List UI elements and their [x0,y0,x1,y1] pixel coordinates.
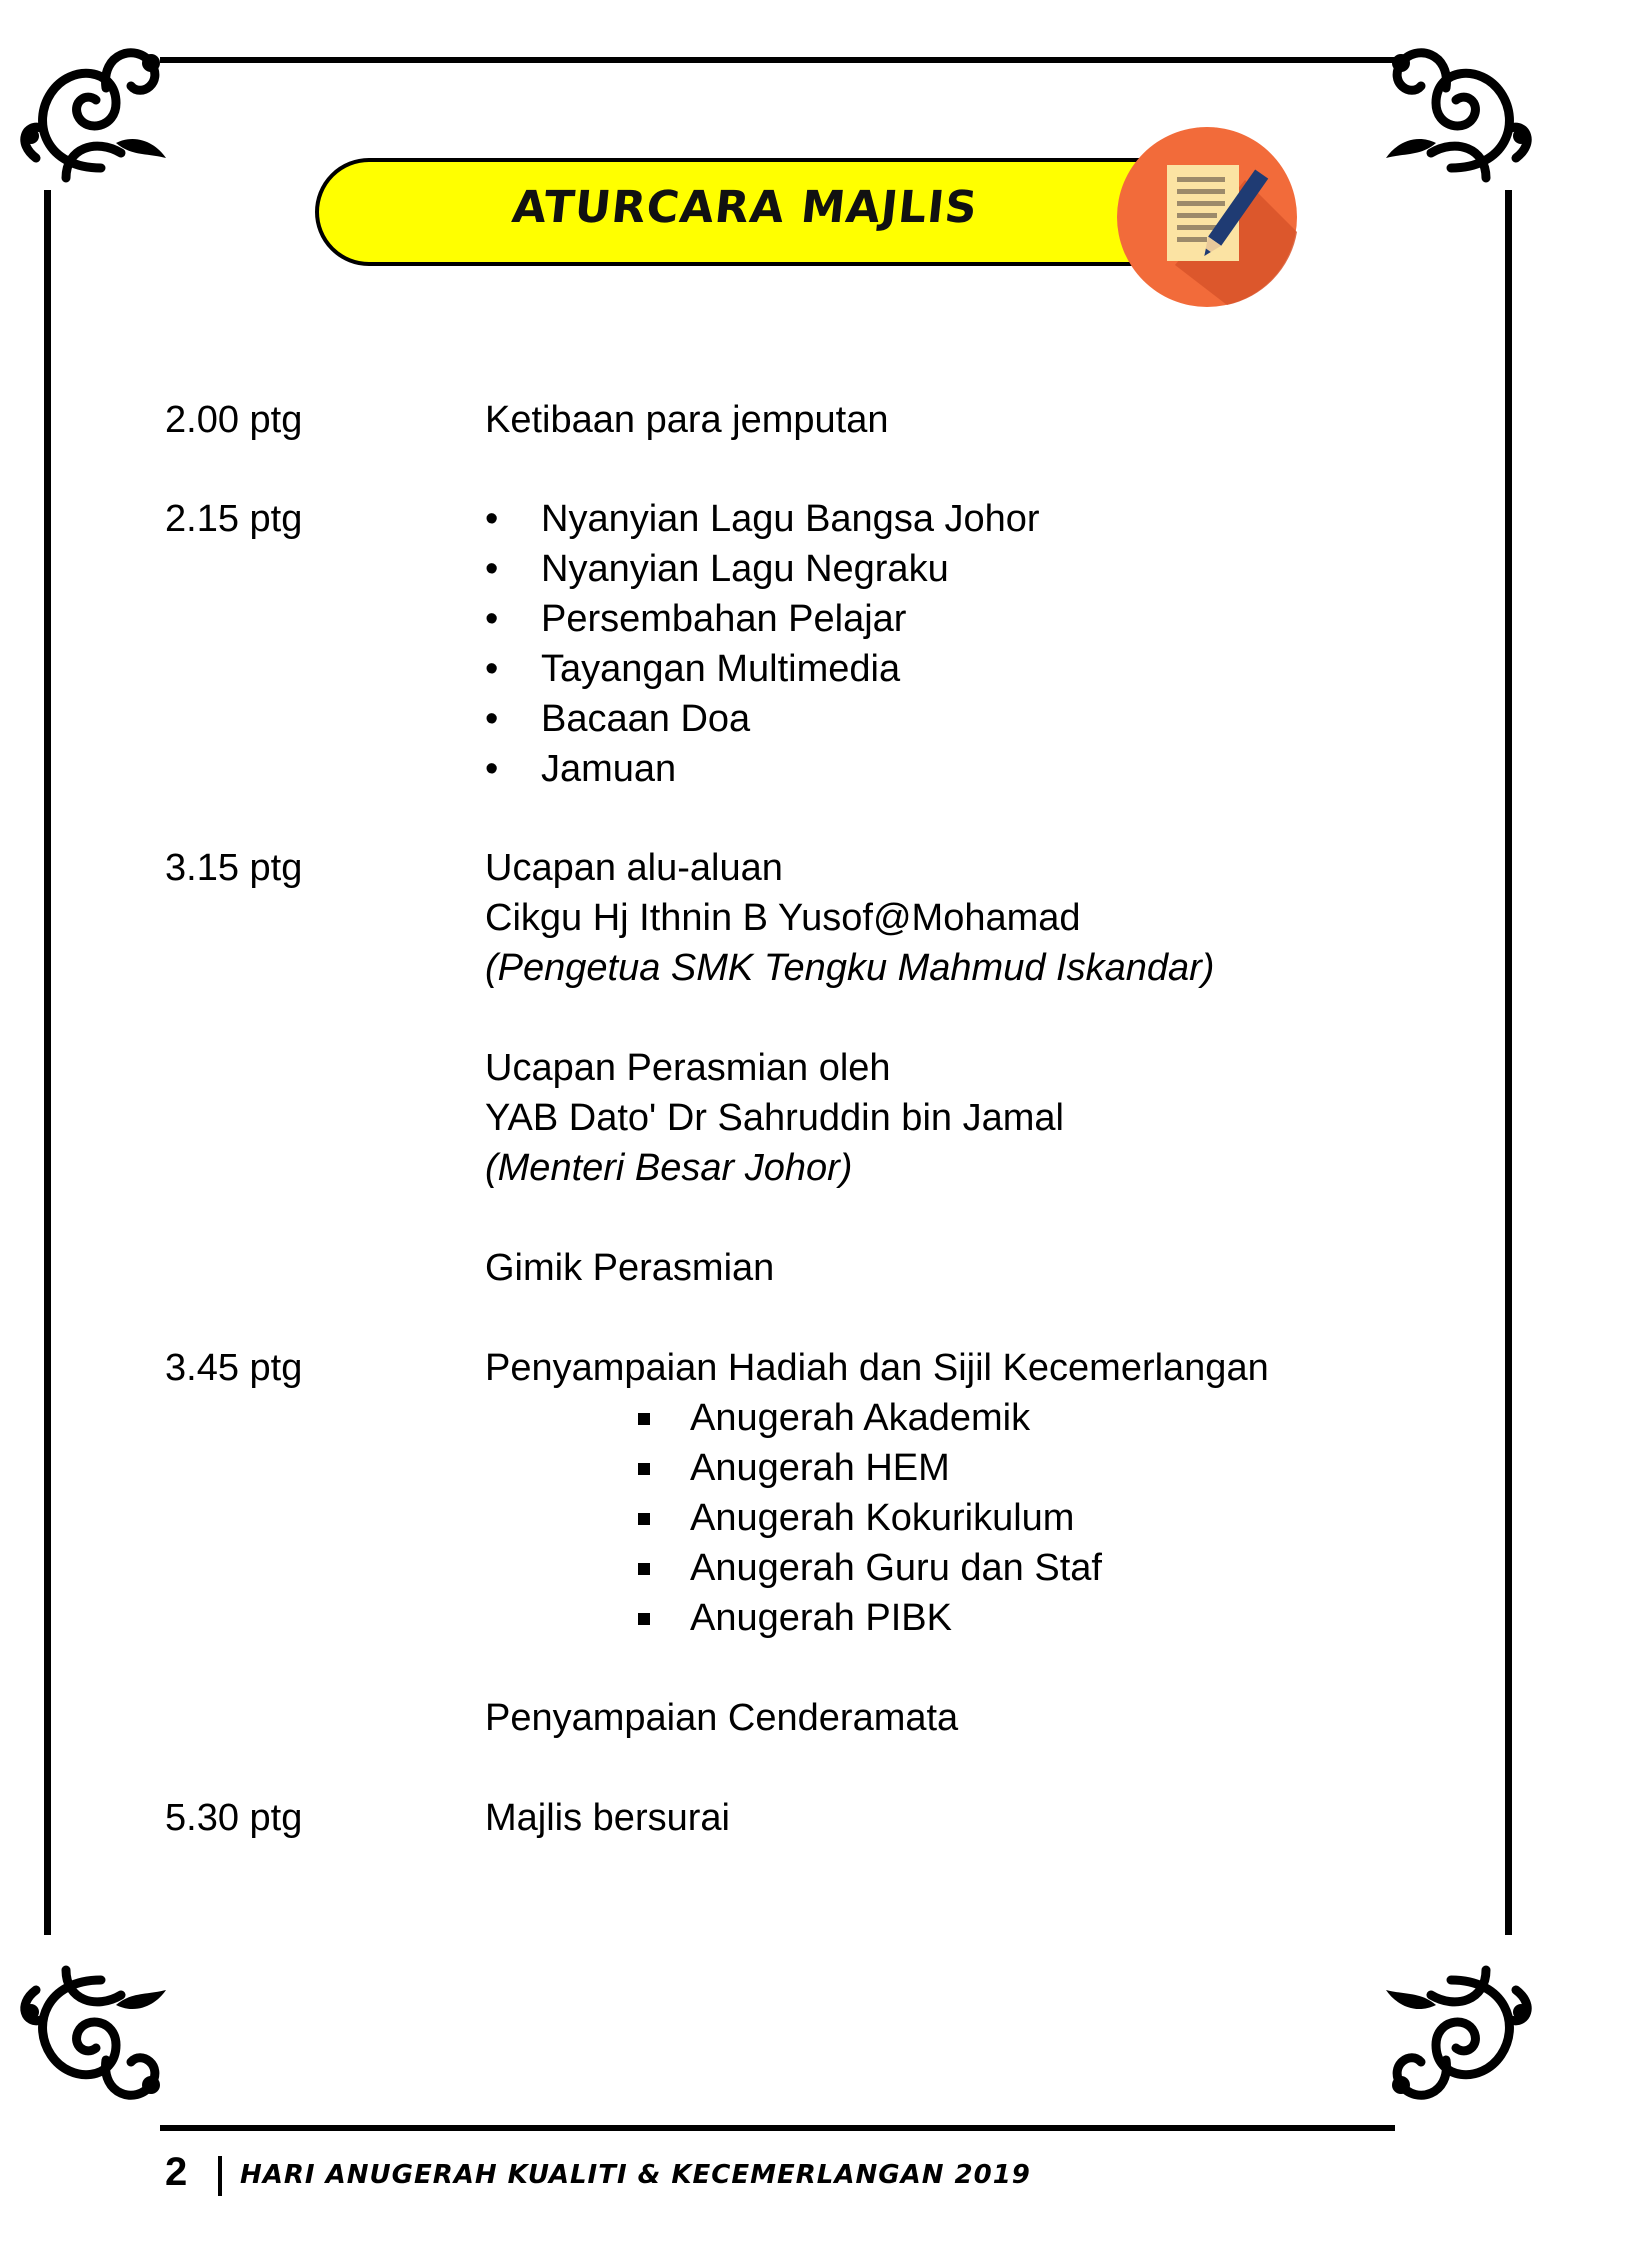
speaker-role: (Menteri Besar Johor) [485,1147,853,1189]
square-bullet-icon [638,1613,650,1625]
footer-divider [218,2156,222,2196]
award-item: Anugerah PIBK [690,1597,952,1639]
speaker-name: Cikgu Hj Ithnin B Yusof@Mohamad [485,897,1081,939]
footer-event-name: HARI ANUGERAH KUALITI & KECEMERLANGAN 2019 [240,2160,1031,2190]
bullet-icon: • [485,748,499,790]
document-pen-icon [1115,125,1300,310]
speaker-role: (Pengetua SMK Tengku Mahmud Iskandar) [485,947,1215,989]
square-bullet-icon [638,1463,650,1475]
award-item: Anugerah HEM [690,1447,950,1489]
time-label: 3.15 ptg [165,847,303,889]
ornament-icon [1376,28,1546,198]
border-bottom [160,2125,1395,2131]
bullet-icon: • [485,698,499,740]
border-top [160,57,1395,63]
time-label: 5.30 ptg [165,1797,303,1839]
time-label: 2.00 ptg [165,399,303,441]
award-item: Anugerah Guru dan Staf [690,1547,1102,1589]
border-left [44,190,51,1935]
square-bullet-icon [638,1513,650,1525]
square-bullet-icon [638,1563,650,1575]
list-item: Nyanyian Lagu Negraku [541,548,949,590]
bullet-icon: • [485,648,499,690]
time-label: 3.45 ptg [165,1347,303,1389]
award-item: Anugerah Kokurikulum [690,1497,1075,1539]
list-item: Jamuan [541,748,677,790]
agenda-item: Ketibaan para jemputan [485,399,889,441]
ornament-icon [6,28,176,198]
time-label: 2.15 ptg [165,498,303,540]
agenda-item: Majlis bersurai [485,1797,730,1839]
bullet-icon: • [485,548,499,590]
page-number: 2 [165,2150,188,2194]
agenda-item: Penyampaian Hadiah dan Sijil Kecemerlangan [485,1347,1269,1389]
page-title: ATURCARA MAJLIS [509,182,981,233]
speaker-name: YAB Dato' Dr Sahruddin bin Jamal [485,1097,1064,1139]
agenda-item: Penyampaian Cenderamata [485,1697,959,1739]
ornament-icon [1376,1950,1546,2120]
square-bullet-icon [638,1413,650,1425]
bullet-icon: • [485,598,499,640]
list-item: Nyanyian Lagu Bangsa Johor [541,498,1040,540]
list-item: Persembahan Pelajar [541,598,907,640]
agenda-item: Ucapan alu-aluan [485,847,783,889]
agenda-item: Ucapan Perasmian oleh [485,1047,891,1089]
list-item: Bacaan Doa [541,698,751,740]
list-item: Tayangan Multimedia [541,648,901,690]
bullet-icon: • [485,498,499,540]
agenda-item: Gimik Perasmian [485,1247,775,1289]
ornament-icon [6,1950,176,2120]
award-item: Anugerah Akademik [690,1397,1031,1439]
border-right [1505,190,1512,1935]
